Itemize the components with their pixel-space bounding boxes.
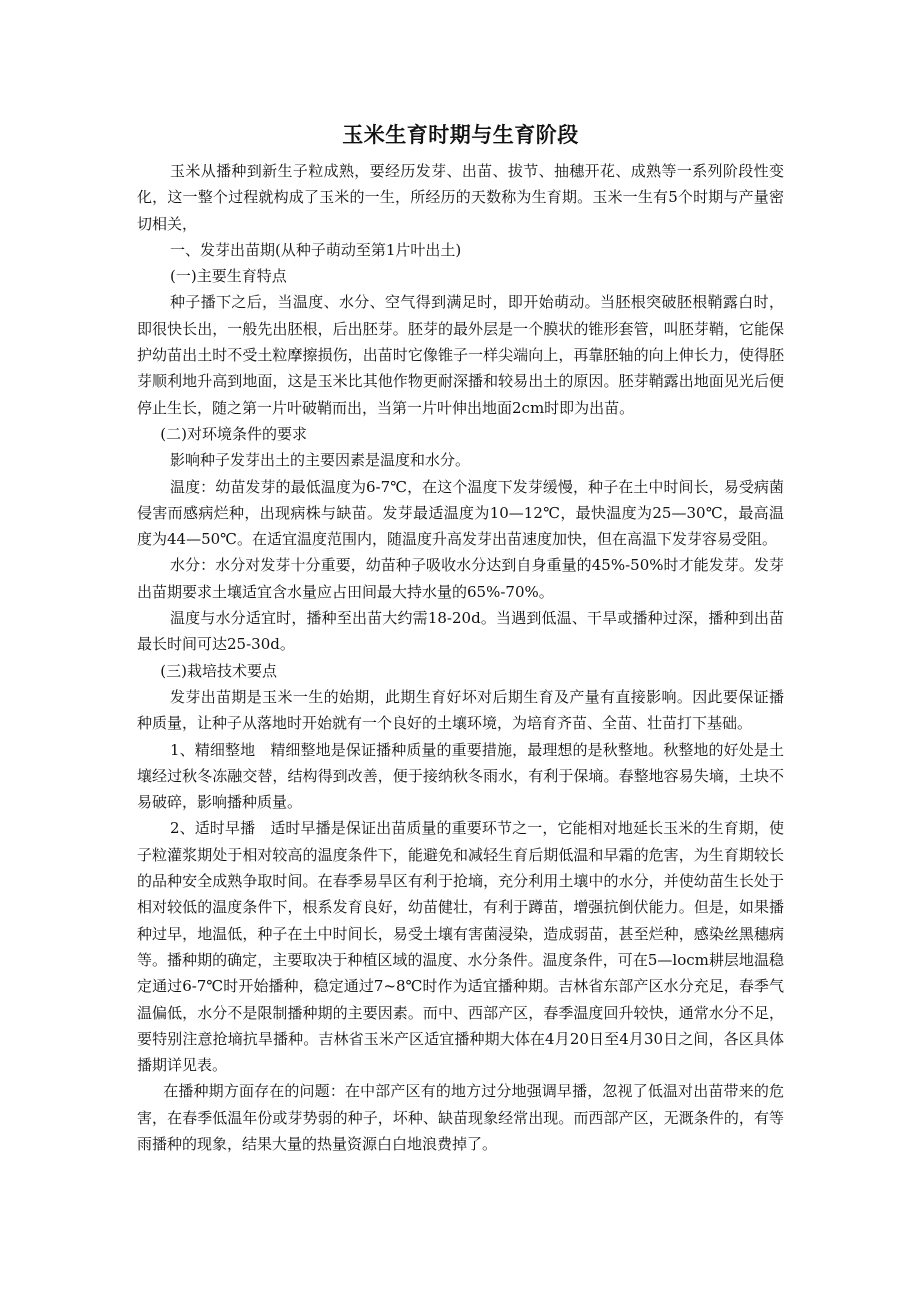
paragraph-fine-tillage: 1、精细整地 精细整地是保证播种质量的重要措施，最理想的是秋整地。秋整地的好处是土壤经过秋冬冻融交替，结构得到改善，便于接纳秋冬雨水，有利于保墒。春整地容易失墒，土块不易破碎，影响播种质量。: [137, 740, 784, 812]
paragraph-growth-features: 种子播下之后，当温度、水分、空气得到满足时，即开始萌动。当胚根突破胚根鞘露白时，即很快长出，一般先出胚根，后出胚芽。胚芽的最外层是一个膜状的锥形套管，叫胚芽鞘，它能保护幼苗出土时不受土粒摩擦损伤，出苗时它像锥子一样尖端向上，再靠胚轴的向上伸长力，使得胚芽顺利地升高到地面，这是玉米比其他作物更耐深播和较易出土的原因。胚芽鞘露出地面见光后便停止生长，随之第一片叶破鞘而出，当第一片叶伸出地面2cm时即为出苗。: [137, 293, 784, 417]
subsection-heading-1: (一)主要生育特点: [170, 267, 287, 286]
paragraph-emergence-time: 温度与水分适宜时，播种至出苗大约需18-20d。当遇到低温、干旱或播种过深，播种到出苗最长时间可达25-30d。: [137, 609, 784, 654]
document-page: [137, 118, 784, 1157]
subsection-heading-2: (二)对环境条件的要求: [160, 424, 307, 443]
paragraph-moisture: 水分：水分对发芽十分重要，幼苗种子吸收水分达到自身重量的45%-50%时才能发芽。发芽出苗期要求土壤适宜含水量应占田间最大持水量的65%-70%。: [137, 556, 784, 601]
paragraph-early-sowing: 2、适时早播 适时早播是保证出苗质量的重要环节之一，它能相对地延长玉米的生育期，使子粒灌浆期处于相对较高的温度条件下，能避免和减轻生育后期低温和早霜的危害，为生育期较长的品种安全成熟争取时间。在春季易旱区有利于抢墒，充分利用土壤中的水分，并使幼苗生长处于相对较低的温度条件下，根系发育良好，幼苗健壮，有利于蹲苗，增强抗倒伏能力。但是，如果播种过早，地温低，种子在土中时间长，易受土壤有害菌浸染，造成弱苗，甚至烂种，感染丝黑穗病等。播种期的确定，主要取决于种植区域的温度、水分条件。温度条件，可在5—locm耕层地温稳定通过6-7℃时开始播种，稳定通过7~8℃时作为适宜播种期。吉林省东部产区水分充足，春季气温偏低，水分不是限制播种期的主要因素。而中、西部产区，春季温度回升较快，通常水分不足，要特别注意抢墒抗旱播种。吉林省玉米产区适宜播种期大体在4月20日至4月30日之间，各区具体播期详见表。: [137, 819, 784, 1075]
paragraph-techniques-intro: 发芽出苗期是玉米一生的始期，此期生育好坏对后期生育及产量有直接影响。因此要保证播种质量，让种子从落地时开始就有一个良好的土壤环境，为培育齐苗、全苗、壮苗打下基础。: [137, 687, 784, 733]
paragraph-temperature: 温度：幼苗发芽的最低温度为6-7℃，在这个温度下发芽缓慢，种子在土中时间长，易受病菌侵害而感病烂种，出现病株与缺苗。发芽最适温度为10—12℃，最快温度为25—30℃，最高温度为44—50℃。在适宜温度范围内，随温度升高发芽出苗速度加快，但在高温下发芽容易受阻。: [137, 477, 784, 549]
paragraph-factors: 影响种子发芽出土的主要因素是温度和水分。: [170, 451, 471, 470]
subsection-heading-3: (三)栽培技术要点: [160, 661, 277, 680]
paragraph-sowing-problems: 在播种期方面存在的问题：在中部产区有的地方过分地强调早播，忽视了低温对出苗带来的危害，在春季低温年份或芽势弱的种子，坏种、缺苗现象经常出现。而西部产区，无溉条件的，有等雨播种的现象，结果大量的热量资源白白地浪费掉了。: [137, 1082, 784, 1153]
document-title: 玉米生育时期与生育阶段: [342, 123, 579, 147]
paragraph-intro: 玉米从播种到新生子粒成熟，要经历发芽、出苗、拔节、抽穗开花、成熟等一系列阶段性变化，这一整个过程就构成了玉米的一生，所经历的天数称为生育期。玉米一生有5个时期与产量密切相关，: [137, 162, 784, 233]
section-heading-1: 一、发芽出苗期(从种子萌动至第1片叶出土): [170, 240, 462, 259]
